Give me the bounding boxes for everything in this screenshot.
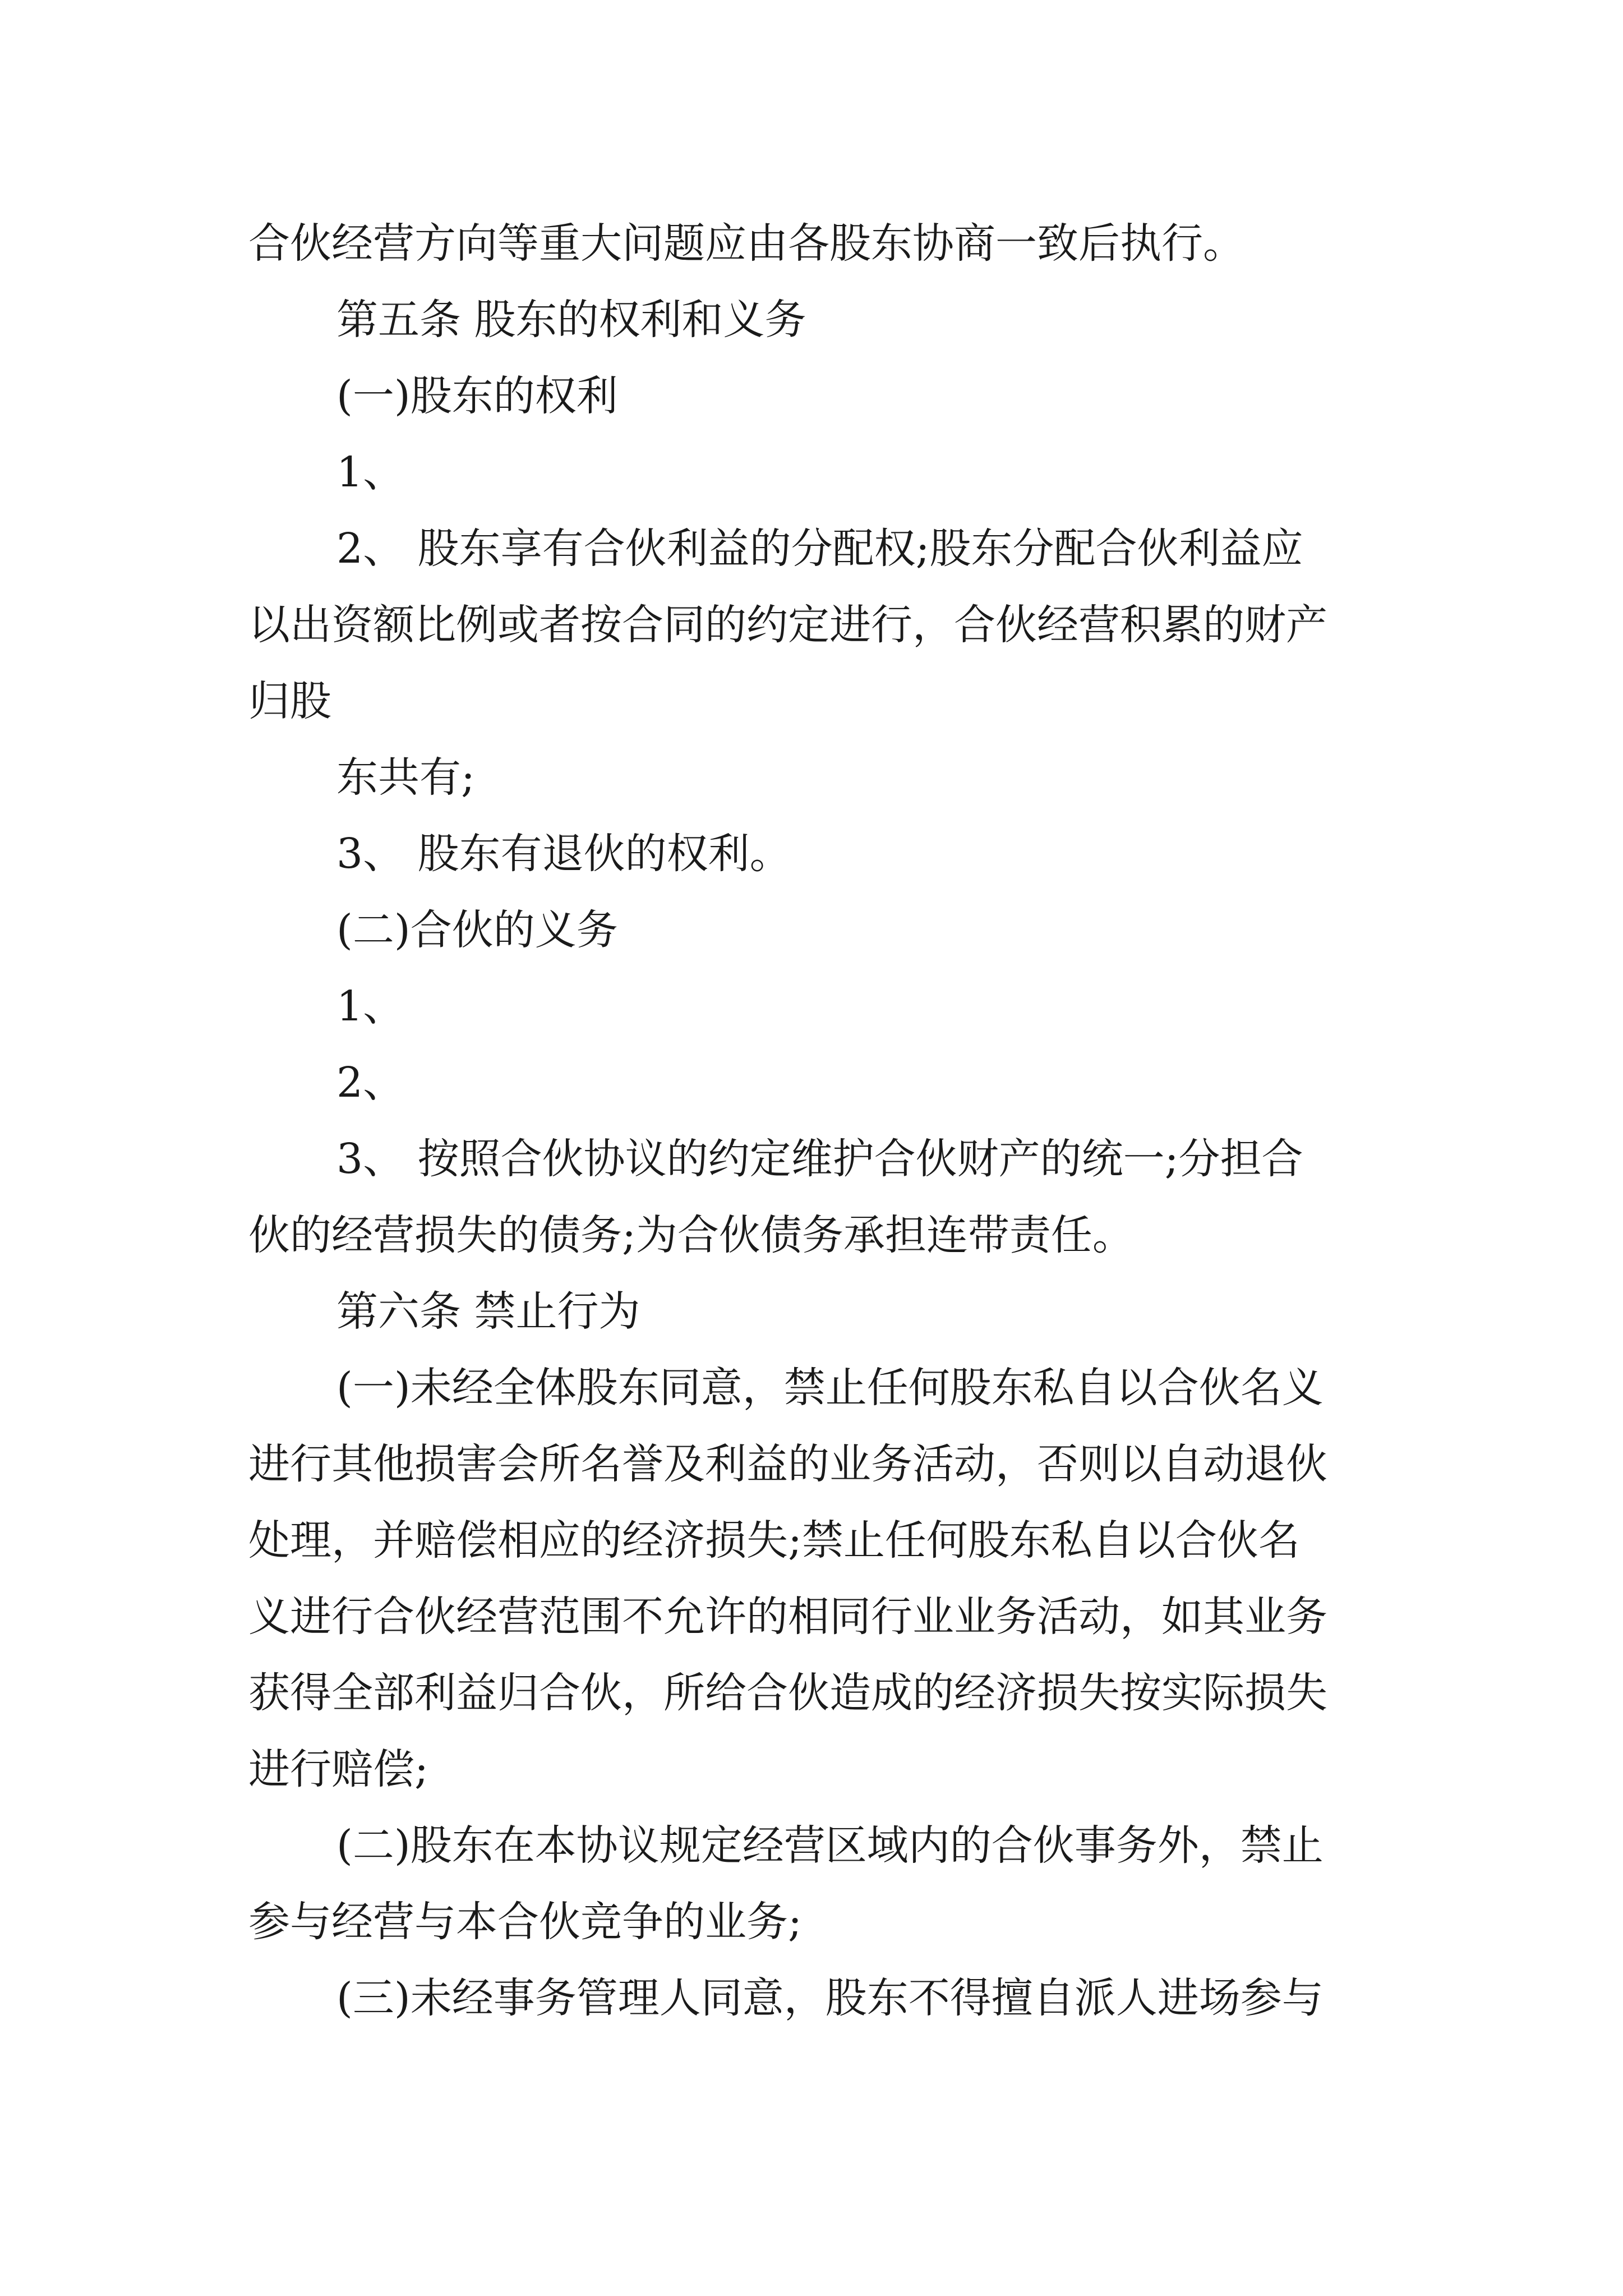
text-line: 处理，并赔偿相应的经济损失;禁止任何股东私自以合伙名: [248, 1516, 1300, 1565]
list-item: 3、 按照合伙协议的约定维护合伙财产的统一;分担合: [336, 1135, 1303, 1183]
paragraph-start: (一)未经全体股东同意，禁止任何股东私自以合伙名义: [336, 1364, 1324, 1412]
text-line: 进行其他损害会所名誉及利益的业务活动，否则以自动退伙: [248, 1440, 1327, 1488]
section-heading: 第六条 禁止行为: [336, 1287, 640, 1336]
list-item: 2、: [336, 1059, 405, 1107]
text-line: 获得全部利益归合伙，所给合伙造成的经济损失按实际损失: [248, 1669, 1327, 1717]
subsection-heading: (二)合伙的义务: [336, 906, 618, 954]
text-line: 归股: [248, 677, 331, 725]
text-line: 进行赔偿;: [248, 1745, 428, 1793]
paragraph-start: (三)未经事务管理人同意，股东不得擅自派人进场参与: [336, 1974, 1324, 2022]
text-line: 以出资额比例或者按合同的约定进行，合伙经营积累的财产: [248, 601, 1327, 649]
section-heading: 第五条 股东的权利和义务: [336, 296, 806, 344]
text-line: 合伙经营方向等重大问题应由各股东协商一致后执行。: [248, 219, 1244, 268]
list-item: 1、: [336, 448, 405, 496]
list-item: 1、: [336, 982, 405, 1030]
list-item: 3、 股东有退伙的权利。: [336, 830, 791, 878]
text-line: 东共有;: [336, 753, 475, 802]
subsection-heading: (一)股东的权利: [336, 372, 618, 420]
text-line: 伙的经营损失的债务;为合伙债务承担连带责任。: [248, 1211, 1134, 1259]
text-line: 义进行合伙经营范围不允许的相同行业业务活动，如其业务: [248, 1593, 1327, 1641]
paragraph-start: (二)股东在本协议规定经营区域内的合伙事务外，禁止: [336, 1821, 1324, 1870]
list-item: 2、 股东享有合伙利益的分配权;股东分配合伙利益应: [336, 524, 1303, 573]
text-line: 参与经营与本合伙竞争的业务;: [248, 1898, 802, 1946]
